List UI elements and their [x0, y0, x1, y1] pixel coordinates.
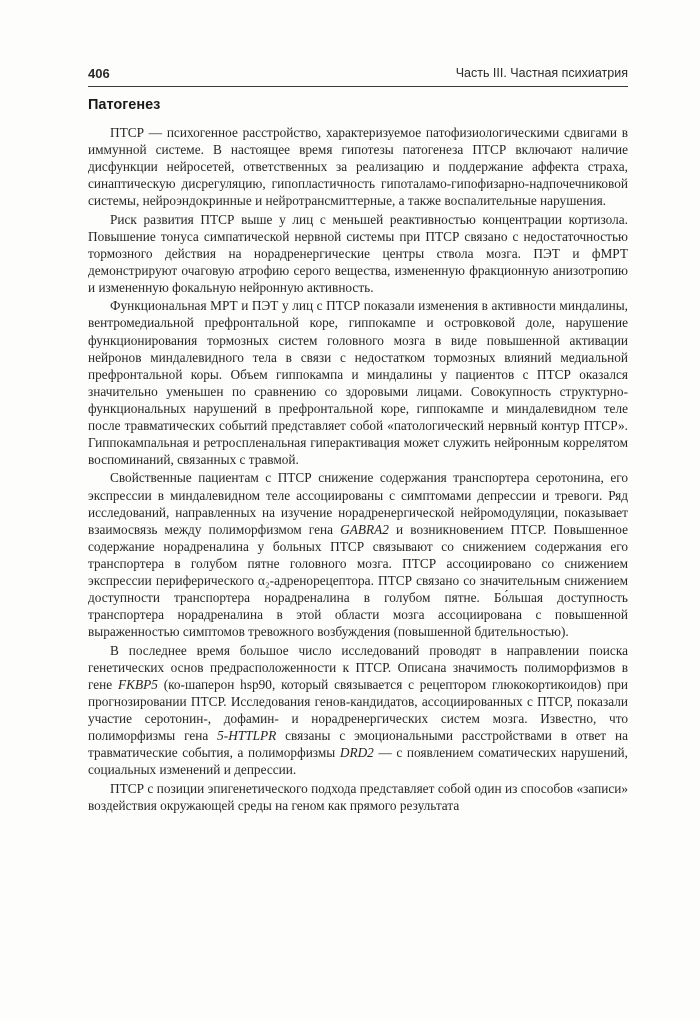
gene-5httlpr: 5-HTTLPR	[217, 728, 277, 744]
paragraph-6: ПТСР с позиции эпигенетического подхода представляет собой один из способов «записи» воздействия окружающей среды на геном как прямого результата	[88, 780, 628, 813]
paragraph-5-part-c: связаны с эмоциональными расстройствами в ответ на травматические события, а полиморфизмы	[88, 728, 628, 761]
running-title: Часть III. Частная психиатрия	[455, 66, 628, 80]
body-text	[88, 124, 628, 815]
page-number: 406	[88, 66, 110, 81]
paragraph-5-part-d: — с появлением соматических нарушений, социальных изменений и депрессии.	[88, 745, 628, 778]
paragraph-4	[88, 469, 628, 640]
gene-fkbp5: FKBP5	[118, 676, 158, 692]
paragraph-5	[88, 642, 628, 779]
gene-gabra2: GABRA2	[340, 521, 389, 537]
gene-drd2: DRD2	[339, 745, 374, 761]
paragraph-3: Функциональная МРТ и ПЭТ у лиц с ПТСР показали изменения в активности миндалины, вентромедиальной префронтальной коре, гиппокампе и островковой доле, нарушение функционирования тормозных систем головного мозга в виде повышенной активации нейронов миндалевидного тела в связи с недостатком тормозных влияний медиальной префронтальной коры. Объем гиппокампа и миндалины у пациентов с ПТСР оказался значительно уменьшен по сравнению со здоровыми лицами. Совокупность структурно-функциональных нарушений в префронтальной коре, гиппокампе и миндалевидном теле после травматических событий представляет собой «патологический нервный контур ПТСР». Гиппокампальная и ретроспленальная гиперактивация может служить нейронным коррелятом воспоминаний, связанных с травмой.	[88, 298, 628, 468]
paragraph-4-part-a: Свойственные пациентам с ПТСР снижение содержания транспортера серотонина, его экспрессии в миндалевидном теле ассоциированы с симптомами депрессии и тревоги. Ряд исследований, направленных на изучение норадренергической нейромодуляции, показывает взаимосвязь между полиморфизмом гена	[88, 470, 628, 537]
paragraph-1: ПТСР — психогенное расстройство, характеризуемое патофизиологическими сдвигами в иммунной системе. В настоящее время гипотезы патогенеза ПТСР включают наличие дисфункции нейросетей, ответственных за реализацию и поддержание аффекта страха, синаптическую дисрегуляцию, гипопластичность гипоталамо-гипофизарно-надпочечниковой системы, нейроэндокринные и нейротрансмиттерные, а также воспалительные нарушения.	[88, 125, 628, 209]
paragraph-2: Риск развития ПТСР выше у лиц с меньшей реактивностью концентрации кортизола. Повышение тонуса симпатической нервной системы при ПТСР связано с недостаточностью тормозного действия на норадренергические центры ствола мозга. ПЭТ и фМРТ демонстрируют очаговую атрофию серого вещества, измененную фракционную анизотропию и измененную фокальную нейронную активность.	[88, 211, 628, 296]
page-header	[88, 62, 628, 84]
paragraph-5-part-a: В последнее время большое число исследований проводят в направлении поиска генетических основ предрасположенности к ПТСР. Описана значимость полиморфизмов в гене	[88, 642, 628, 692]
paragraph-4-part-b: и возникновением ПТСР. Повышенное содержание норадреналина у больных ПТСР связывают со снижением содержания его транспортера в голубом пятне головного мозга. ПТСР ассоциировано со снижением экспрессии периферического α₂-адренорецептора. ПТСР связано со значительным снижением доступности транспортера норадреналина в голубом пятне. Бо́льшая доступность транспортера норадреналина в этой области мозга ассоциирована с повышенной выраженностью симптомов тревожного возбуждения (повышенной бдительностью).	[88, 521, 628, 640]
section-title: Патогенез	[88, 97, 161, 113]
paragraph-5-part-b: (ко-шаперон hsp90, который связывается с рецептором глюкокортикоидов) при прогнозировании ПТСР. Исследования генов-кандидатов, ассоциированных с ПТСР, показали участие серотонин-, дофамин- и норадренергических систем мозга. Известно, что полиморфизмы гена	[88, 676, 628, 744]
header-rule	[88, 86, 628, 87]
